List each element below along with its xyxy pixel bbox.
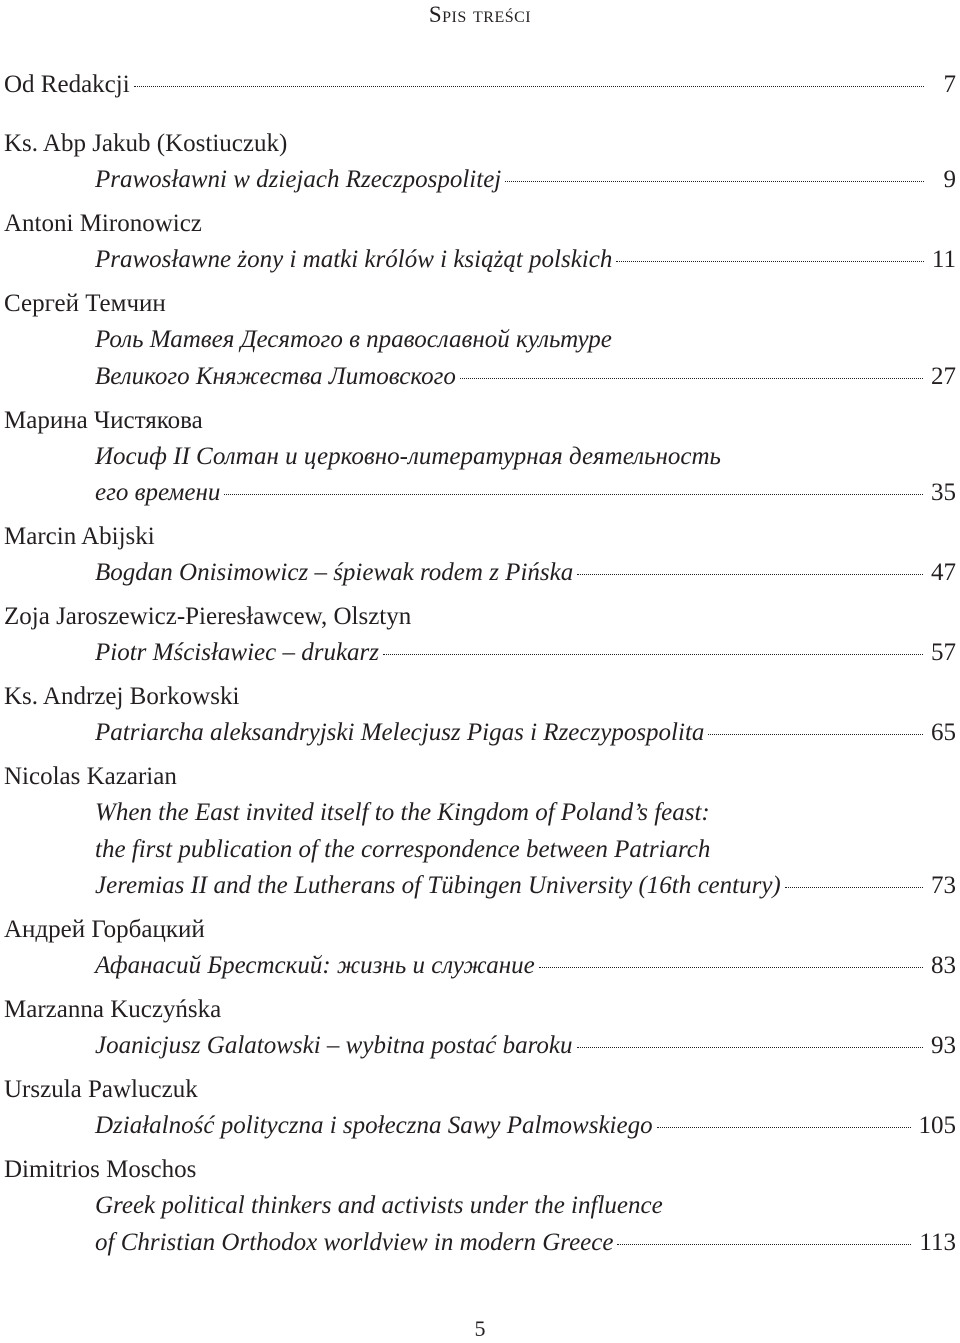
entry-title-line: When the East invited itself to the Kingdom of Poland’s feast: xyxy=(95,799,710,826)
entry-title: Joanicjusz Galatowski – wybitna postać baroku xyxy=(95,1032,573,1059)
entry-title: Великого Княжества Литовского xyxy=(95,362,456,390)
page-number: 83 xyxy=(931,952,956,979)
toc-entry xyxy=(4,403,956,512)
toc-row[interactable] xyxy=(4,1225,956,1262)
toc-row[interactable] xyxy=(4,868,956,905)
dot-leader xyxy=(785,887,923,888)
toc-row[interactable] xyxy=(4,162,956,199)
page-number: 93 xyxy=(931,1032,956,1059)
dot-leader xyxy=(224,494,923,495)
toc-entry xyxy=(4,1152,956,1261)
dot-leader xyxy=(617,1244,911,1245)
toc-entry xyxy=(4,992,956,1065)
page-number: 65 xyxy=(931,719,956,746)
toc-row[interactable] xyxy=(4,1108,956,1145)
page-number: 7 xyxy=(943,71,956,98)
entry-title-line: Роль Матвея Десятого в православной культуре xyxy=(95,326,612,353)
page-number: 105 xyxy=(918,1112,956,1139)
toc-row[interactable] xyxy=(4,948,956,985)
entry-title: Bogdan Onisimowicz – śpiewak rodem z Pińska xyxy=(95,559,574,586)
entry-title: его времени xyxy=(95,479,221,506)
dot-leader xyxy=(134,86,924,87)
entry-author: Марина Чистякова xyxy=(4,406,203,434)
page-number: 47 xyxy=(931,559,956,586)
entry-author: Сергей Темчин xyxy=(4,290,166,317)
entry-author: Ks. Andrzej Borkowski xyxy=(4,683,240,710)
dot-leader xyxy=(616,261,924,262)
entry-title: Działalność polityczna i społeczna Sawy Palmowskiego xyxy=(95,1112,653,1139)
page-number: 9 xyxy=(943,166,956,193)
entry-title: Prawosławne żony i matki królów i książąt polskich xyxy=(95,246,613,273)
toc-row[interactable] xyxy=(4,715,956,752)
entry-title: Афанасий Брестский: жизнь и служание xyxy=(95,952,535,979)
page-number: 27 xyxy=(931,362,956,390)
toc-row[interactable] xyxy=(4,635,956,672)
toc-row[interactable] xyxy=(4,555,956,592)
entry-author: Ks. Abp Jakub (Kostiuczuk) xyxy=(4,130,288,157)
table-of-contents xyxy=(4,70,956,1261)
toc-row[interactable] xyxy=(4,242,956,279)
toc-row[interactable] xyxy=(4,475,956,512)
entry-author: Nicolas Kazarian xyxy=(4,763,177,790)
entry-title: Od Redakcji xyxy=(4,71,130,98)
toc-entry xyxy=(4,912,956,985)
page-number: 11 xyxy=(931,246,956,273)
entry-author: Dimitrios Moschos xyxy=(4,1156,197,1183)
entry-author: Zoja Jaroszewicz-Pieresławcew, Olsztyn xyxy=(4,603,412,630)
page-number: 73 xyxy=(931,872,956,899)
dot-leader xyxy=(708,734,923,735)
toc-entry xyxy=(4,206,956,279)
toc-row[interactable] xyxy=(4,70,956,100)
entry-author: Marcin Abijski xyxy=(4,523,155,550)
entry-title: of Christian Orthodox worldview in modern Greece xyxy=(95,1228,614,1256)
toc-entry xyxy=(4,70,956,100)
toc-entry xyxy=(4,599,956,672)
dot-leader xyxy=(577,1047,923,1048)
toc-row[interactable] xyxy=(4,359,956,396)
entry-title: Piotr Mścisławiec – drukarz xyxy=(95,639,380,666)
entry-author: Urszula Pawluczuk xyxy=(4,1076,198,1103)
entry-title: Jeremias II and the Lutherans of Tübingen University (16th century) xyxy=(95,872,781,899)
dot-leader xyxy=(505,181,924,182)
dot-leader xyxy=(539,967,923,968)
entry-title-line: Иосиф II Солтан и церковно-литературная деятельность xyxy=(95,442,721,470)
entry-author: Андрей Горбацкий xyxy=(4,916,205,943)
page-number-footer: 5 xyxy=(474,1316,486,1341)
page-title: Spis treści xyxy=(428,2,532,27)
entry-title: Prawosławni w dziejach Rzeczpospolitej xyxy=(95,166,502,193)
dot-leader xyxy=(460,378,923,379)
toc-entry xyxy=(4,519,956,592)
page-number: 35 xyxy=(931,479,956,506)
page-number: 113 xyxy=(919,1228,956,1256)
entry-author: Marzanna Kuczyńska xyxy=(4,996,222,1023)
dot-leader xyxy=(383,654,923,655)
toc-entry xyxy=(4,126,956,199)
toc-entry xyxy=(4,286,956,395)
entry-title-line: the first publication of the correspondence between Patriarch xyxy=(95,835,711,863)
toc-entry xyxy=(4,759,956,905)
toc-entry xyxy=(4,679,956,752)
page-number: 57 xyxy=(931,639,956,666)
toc-entry xyxy=(4,1072,956,1145)
entry-title-line: Greek political thinkers and activists under the influence xyxy=(95,1192,663,1219)
entry-author: Antoni Mironowicz xyxy=(4,210,202,237)
dot-leader xyxy=(657,1127,911,1128)
toc-row[interactable] xyxy=(4,1028,956,1065)
dot-leader xyxy=(577,574,923,575)
entry-title: Patriarcha aleksandryjski Melecjusz Pigas i Rzeczypospolita xyxy=(95,719,705,746)
